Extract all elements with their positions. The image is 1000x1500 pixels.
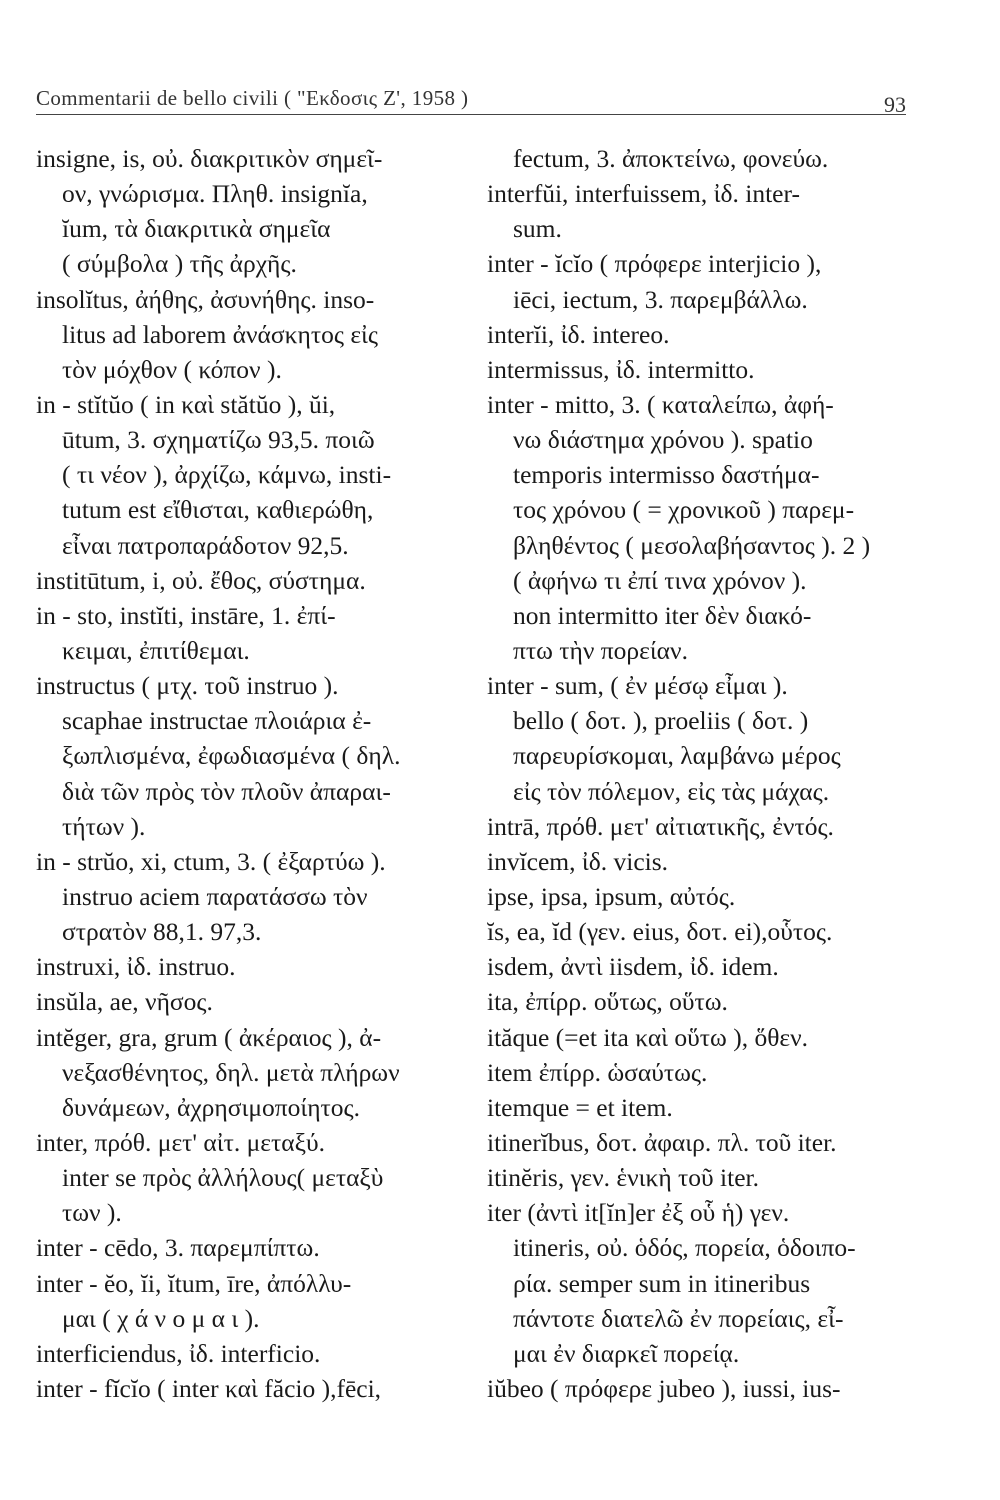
dictionary-line: κειμαι, ἐπιτίθεμαι. <box>62 635 250 665</box>
dictionary-line: insŭla, ae, νῆσος. <box>36 987 213 1017</box>
dictionary-line: inter se πρὸς ἀλλήλους( μεταξὺ <box>62 1163 384 1193</box>
dictionary-line: μαι ( χ ά ν ο μ α ι ). <box>62 1303 260 1333</box>
dictionary-line: τήτων ). <box>62 811 146 841</box>
dictionary-line: ον, γνώρισμα. Πληθ. insignĭa, <box>62 179 368 209</box>
dictionary-line: institūtum, i, οὐ. ἔθος, σύστημα. <box>36 565 366 595</box>
dictionary-line: intermissus, ἰδ. intermitto. <box>487 354 755 384</box>
dictionary-line: inter - mitto, 3. ( καταλείπω, ἀφή- <box>487 389 834 419</box>
dictionary-line: ξωπλισμένα, ἐφωδιασμένα ( δηλ. <box>62 741 401 771</box>
dictionary-line: bello ( δοτ. ), proeliis ( δοτ. ) <box>513 706 809 736</box>
dictionary-line: instruo aciem παρατάσσω τὸν <box>62 881 368 911</box>
dictionary-line: εἶναι πατροπαράδοτον 92,5. <box>62 530 349 560</box>
dictionary-line: δυνάμεων, ἀχρησιμοποίητος. <box>62 1092 361 1122</box>
dictionary-line: instruxi, ἰδ. instruo. <box>36 952 236 982</box>
dictionary-line: tutum est εἴθισται, καθιερώθη, <box>62 495 374 525</box>
running-title: Commentarii de bello civili ( "Εκδοσις Ζ', 1958 ) <box>36 86 469 110</box>
dictionary-line: inter - ĕo, ĭi, ĭtum, īre, ἀπόλλυ- <box>36 1268 352 1298</box>
dictionary-line: ĭs, ea, ĭd (γεν. eius, δοτ. ei),οὗτος. <box>487 917 833 947</box>
dictionary-line: interficiendus, ἰδ. interficio. <box>36 1338 321 1368</box>
dictionary-line: isdem, ἀντὶ iisdem, ἰδ. idem. <box>487 952 779 982</box>
dictionary-line: item ἐπίρρ. ὡσαύτως. <box>487 1057 708 1087</box>
dictionary-line: instructus ( μτχ. τοῦ instruo ). <box>36 671 339 701</box>
dictionary-line: itemque = et item. <box>487 1092 673 1122</box>
dictionary-line: inter - sum, ( ἐν μέσῳ εἶμαι ). <box>487 671 788 701</box>
dictionary-line: interfŭi, interfuissem, ἰδ. inter- <box>487 179 800 209</box>
dictionary-line: itineris, οὐ. ὁδός, πορεία, ὁδοιπο- <box>513 1233 856 1263</box>
dictionary-line: τος χρόνου ( = χρονικοῦ ) παρεμ- <box>513 495 855 525</box>
dictionary-line: iēci, iectum, 3. παρεμβάλλω. <box>513 284 808 314</box>
dictionary-line: insigne, is, οὐ. διακριτικὸν σημεῖ- <box>36 144 383 173</box>
dictionary-line: invĭcem, ἰδ. vicis. <box>487 846 669 876</box>
dictionary-line: διὰ τῶν πρὸς τὸν πλοῦν ἀπαραι- <box>62 776 391 806</box>
dictionary-line: in - strŭo, xi, ctum, 3. ( ἐξαρτύω ). <box>36 846 386 876</box>
right-column <box>487 141 919 1406</box>
dictionary-line: interĭi, ἰδ. intereo. <box>487 319 670 349</box>
left-column <box>36 141 476 1406</box>
dictionary-line: ĭum, τὰ διακριτικὰ σημεῖα <box>62 214 331 244</box>
dictionary-line: παρευρίσκομαι, λαμβάνω μέρος <box>513 741 841 771</box>
dictionary-line: πτω τὴν πορείαν. <box>513 635 688 665</box>
dictionary-line: insolĭtus, ἀήθης, ἀσυνήθης. inso- <box>36 284 375 314</box>
dictionary-line: μαι ἐν διαρκεῖ πορείᾳ. <box>513 1338 740 1368</box>
dictionary-line: εἰς τὸν πόλεμον, εἰς τὰς μάχας. <box>513 776 830 806</box>
dictionary-line: inter - cēdo, 3. παρεμπίπτω. <box>36 1233 320 1263</box>
dictionary-line: νω διάστημα χρόνου ). spatio <box>513 425 813 455</box>
dictionary-line: iter (ἀντὶ it[ĭn]er ἐξ οὗ ἡ) γεν. <box>487 1198 790 1228</box>
dictionary-line: in - stĭtŭo ( in καὶ stătŭo ), ŭi, <box>36 389 336 419</box>
dictionary-line: τὸν μόχθον ( κόπον ). <box>62 354 282 384</box>
dictionary-line: non intermitto iter δὲν διακό- <box>513 600 812 630</box>
dictionary-line: intrā, πρόθ. μετ' αἰτιατικῆς, ἐντός. <box>487 811 834 841</box>
dictionary-line: in - sto, instĭti, instāre, 1. ἐπί- <box>36 600 336 630</box>
dictionary-line: litus ad laborem ἀνάσκητος εἰς <box>62 319 378 349</box>
dictionary-line: στρατὸν 88,1. 97,3. <box>62 917 262 947</box>
dictionary-line: iŭbeo ( πρόφερε jubeo ), iussi, ius- <box>487 1373 841 1403</box>
dictionary-line: νεξασθένητος, δηλ. μετὰ πλήρων <box>62 1057 400 1087</box>
running-header <box>36 82 906 115</box>
dictionary-line: fectum, 3. ἀποκτείνω, φονεύω. <box>513 144 829 173</box>
dictionary-line: ρία. semper sum in itineribus <box>513 1268 811 1298</box>
dictionary-line: inter - fĭcĭo ( inter καὶ făcio ),fēci, <box>36 1373 382 1403</box>
dictionary-line: intĕger, gra, grum ( ἀκέραιος ), ἀ- <box>36 1022 382 1052</box>
page-number: 93 <box>884 92 906 117</box>
dictionary-line: scaphae instructae πλοιάρια ἐ- <box>62 706 372 736</box>
dictionary-line: ( ἀφήνω τι ἐπί τινα χρόνον ). <box>513 565 807 595</box>
dictionary-line: ūtum, 3. σχηματίζω 93,5. ποιῶ <box>62 425 375 455</box>
dictionary-line: ( τι νέον ), ἀρχίζω, κάμνω, insti- <box>62 460 392 490</box>
dictionary-line: temporis intermisso δαστήμα- <box>513 460 820 490</box>
dictionary-line: itinĕris, γεν. ἑνικὴ τοῦ iter. <box>487 1163 759 1193</box>
dictionary-line: inter - ĭcĭo ( πρόφερε interjicio ), <box>487 249 822 279</box>
dictionary-line: ităque (=et ita καὶ οὕτω ), ὅθεν. <box>487 1022 809 1052</box>
dictionary-line: των ). <box>62 1198 122 1228</box>
dictionary-line: sum. <box>513 214 562 244</box>
dictionary-line: ita, ἐπίρρ. οὕτως, οὕτω. <box>487 987 728 1017</box>
dictionary-line: itinerĭbus, δοτ. ἀφαιρ. πλ. τοῦ iter. <box>487 1127 837 1157</box>
dictionary-line: βληθέντος ( μεσολαβήσαντος ). 2 ) <box>513 530 871 560</box>
dictionary-line: ipse, ipsa, ipsum, αὐτός. <box>487 881 736 911</box>
dictionary-line: πάντοτε διατελῶ ἐν πορείαις, εἶ- <box>513 1303 844 1333</box>
dictionary-line: ( σύμβολα ) τῆς ἀρχῆς. <box>62 249 297 279</box>
dictionary-line: inter, πρόθ. μετ' αἰτ. μεταξύ. <box>36 1127 325 1157</box>
